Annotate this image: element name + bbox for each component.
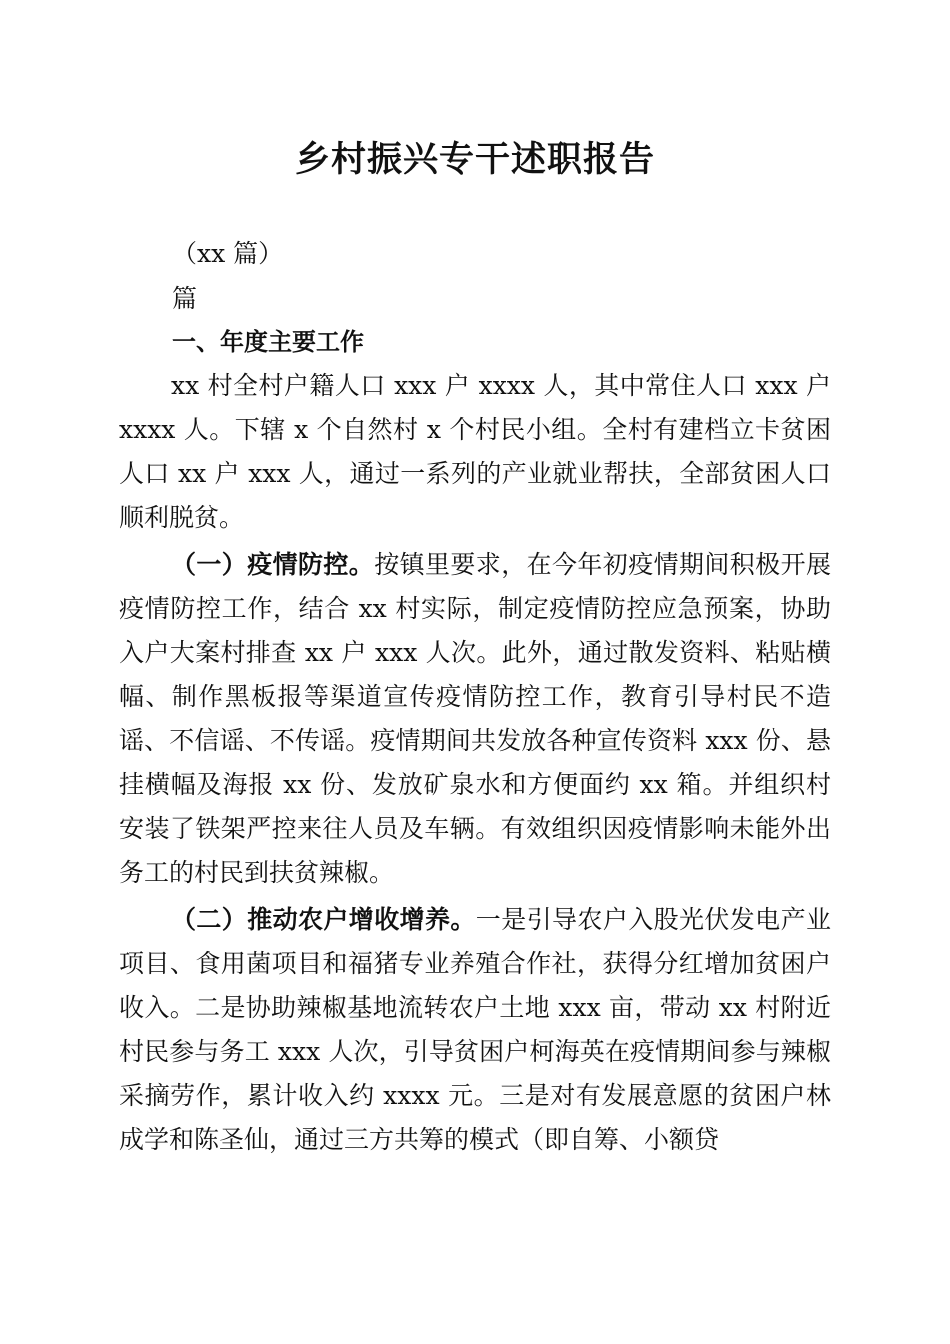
paragraph-epidemic-control: [119, 543, 831, 895]
paragraph-lead-epidemic: （一）疫情防控。: [171, 550, 375, 579]
document-title: 乡村振兴专干述职报告: [294, 140, 655, 180]
paragraph-lead-income: （二）推动农户增收增养。: [171, 905, 476, 934]
paragraph-body-income: 一是引导农户入股光伏发电产业项目、食用菌项目和福猪专业养殖合作社，获得分红增加贫困户收入。二是协助辣椒基地流转农户土地 xxx 亩，带动 xx 村附近村民参与务工 xxx 人次，引导贫困户柯海英在疫情期间参与辣椒采摘劳作，累计收入约 xxxx 元。三是对有发展意愿的贫困户林成学和陈圣仙，通过三方共筹的模式（即自筹、小额贷: [119, 905, 831, 1154]
paragraph-village-overview: xx 村全村户籍人口 xxx 户 xxxx 人，其中常住人口 xxx 户 xxxx 人。下辖 x 个自然村 x 个村民小组。全村有建档立卡贫困人口 xx 户 xxx 人，通过一系列的产业就业帮扶，全部贫困人口顺利脱贫。: [119, 371, 831, 532]
paragraph-body-epidemic: 按镇里要求，在今年初疫情期间积极开展疫情防控工作，结合 xx 村实际，制定疫情防控应急预案，协助入户大案村排查 xx 户 xxx 人次。此外，通过散发资料、粘贴横幅、制作黑板报等渠道宣传疫情防控工作，教育引导村民不造谣、不信谣、不传谣。疫情期间共发放各种宣传资料 xxx 份、悬挂横幅及海报 xx 份、发放矿泉水和方便面约 xx 箱。并组织村安装了铁架严控来往人员及车辆。有效组织因疫情影响未能外出务工的村民到扶贫辣椒。: [119, 550, 831, 887]
document-pian-label: 篇: [172, 284, 198, 313]
document-subtitle: （xx 篇）: [172, 239, 284, 268]
paragraph-income-growth: [119, 898, 831, 1162]
section-heading: 一、年度主要工作: [172, 328, 364, 356]
